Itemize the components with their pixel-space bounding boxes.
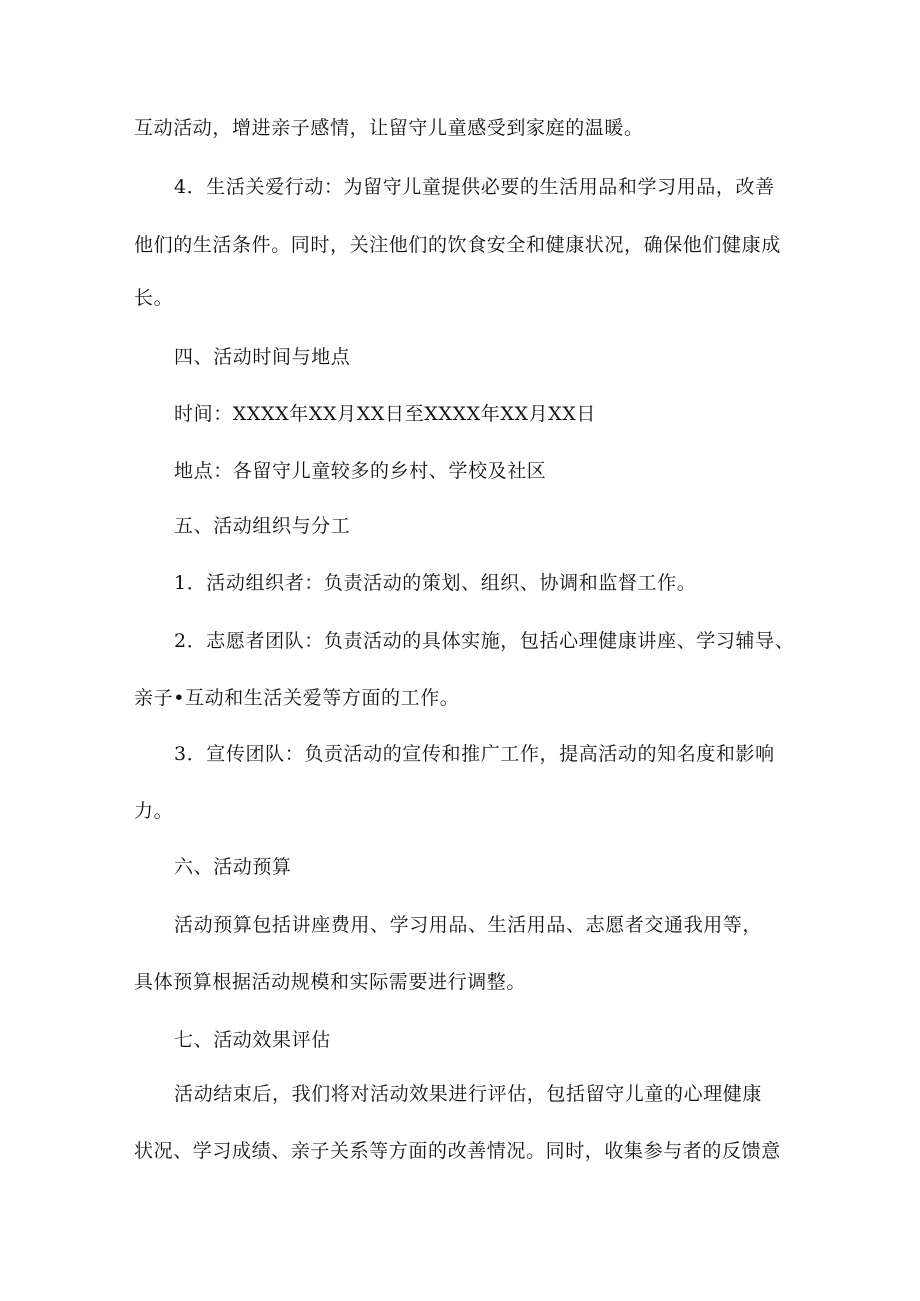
list-item-publicity: 3．宣传团队：负贡活动的宣传和推广工作，提高活动的知名度和影响 [174, 743, 775, 765]
time-line: 时间：XXXX年XX月XX日至XXXX年XX月XX日 [174, 403, 597, 425]
list-item-life-care: 4．生活关爱行动：为留守儿童提供必要的生活用品和学习用品，改善 [174, 176, 775, 198]
paragraph-line: 状况、学习成绩、亲子关系等方面的改善情况。同时，收集参与者的反馈意 [134, 1140, 781, 1162]
evaluation-paragraph: 活动结束后，我们将对活动效果进行评估，包括留守儿童的心理健康 [174, 1083, 763, 1105]
section-heading-organization: 五、活动组织与分工 [174, 515, 351, 537]
paragraph-line: 力。 [134, 800, 174, 822]
section-heading-budget: 六、活动预算 [174, 856, 292, 878]
list-item-volunteers: 2．志愿者团队：负责活动的具体实施，包括心理健康讲座、学习辅导、 [174, 630, 795, 652]
paragraph-line: 具体预算根据活动规模和实际需要进行调整。 [134, 971, 527, 993]
paragraph-line: 长。 [134, 287, 174, 309]
paragraph-line: 互动活动，增进亲子感情，让留守儿童感受到家庭的温暖。 [134, 117, 644, 139]
paragraph-line: 亲子•互动和生活关爱等方面的工作。 [134, 687, 460, 709]
section-heading-evaluation: 七、活动效果评估 [174, 1029, 331, 1051]
section-heading-time-place: 四、活动时间与地点 [174, 346, 351, 368]
place-line: 地点：各留守儿童较多的乡村、学校及社区 [174, 460, 547, 482]
paragraph-line: 他们的生活条件。同时，关注他们的饮食安全和健康状况，确保他们健康成 [134, 234, 781, 256]
budget-paragraph: 活动预算包括讲座费用、学习用品、生活用品、志愿者交通我用等， [174, 914, 763, 936]
list-item-organizer: 1．活动组织者：负责活动的策划、组织、协调和监督工作。 [174, 572, 697, 594]
